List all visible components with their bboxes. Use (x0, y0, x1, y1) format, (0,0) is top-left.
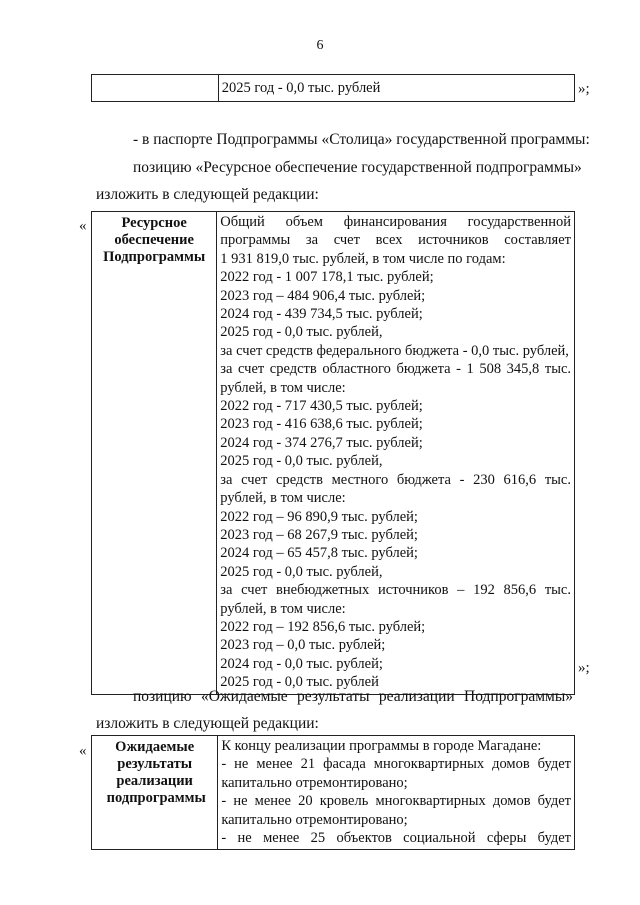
content-line: 1 931 819,0 тыс. рублей, в том числе по годам: (220, 250, 506, 267)
content-line: 2023 год - 416 638,6 тыс. рублей; (220, 416, 423, 433)
opening-quote: « (79, 218, 87, 234)
content-line: 2024 год - 374 276,7 тыс. рублей; (220, 434, 423, 451)
paragraph-position-results: позицию «Ожидаемые результаты реализации Подпрограммы» (133, 688, 573, 705)
content-line: К концу реализации программы в городе Магадане: (221, 738, 542, 754)
content-line: рублей, в том числе: (220, 379, 346, 396)
content-line: 2022 год - 1 007 178,1 тыс. рублей; (220, 269, 434, 286)
label-cell-empty (92, 75, 219, 102)
content-line: - не менее 20 кровель многоквартирных домов будет (221, 793, 571, 810)
paragraph-instruction: изложить в следующей редакции: (96, 186, 319, 203)
content-line: рублей, в том числе: (220, 490, 346, 507)
content-line: программы за счет всех источников составляет (220, 232, 571, 249)
content-cell-resource (217, 212, 575, 695)
content-line: 2023 год – 0,0 тыс. рублей; (220, 637, 386, 654)
closing-quote: »; (578, 81, 590, 97)
table-resource-provision (91, 211, 575, 695)
content-line: 2024 год - 439 734,5 тыс. рублей; (220, 306, 423, 323)
content-line: за счет средств местного бюджета - 230 616,6 тыс. (220, 471, 571, 488)
content-line: 2025 год - 0,0 тыс. рублей, (220, 324, 383, 341)
content-line: 2025 год - 0,0 тыс. рублей (221, 80, 381, 96)
opening-quote: « (79, 743, 87, 759)
content-line: за счет внебюджетных источников – 192 856,6 тыс. (220, 582, 571, 599)
content-lines (218, 737, 574, 847)
label-resource: Ресурсное обеспечение Подпрограммы (103, 215, 206, 265)
paragraph-instruction-2: изложить в следующей редакции: (96, 715, 319, 732)
content-line: - не менее 25 объектов социальной сферы будет (221, 830, 571, 847)
table-expected-results (91, 735, 575, 850)
content-line: капитально отремонтировано; (221, 774, 408, 791)
page-number: 6 (316, 38, 324, 53)
content-line: 2022 год – 192 856,6 тыс. рублей; (220, 618, 426, 635)
content-line: за счет средств областного бюджета - 1 508 345,8 тыс. (220, 361, 571, 378)
paragraph-passport: - в паспорте Подпрограммы «Столица» государственной программы: (133, 131, 590, 148)
content-lines (217, 213, 574, 692)
content-line: - не менее 21 фасада многоквартирных домов будет (221, 756, 571, 773)
content-line: 2022 год – 96 890,9 тыс. рублей; (220, 508, 418, 525)
content-line: за счет средств федерального бюджета - 0,0 тыс. рублей, (220, 342, 569, 359)
table-continuation (91, 74, 575, 102)
content-line: рублей, в том числе: (220, 600, 346, 617)
content-line: 2024 год - 0,0 тыс. рублей; (220, 655, 383, 672)
content-line: 2023 год – 68 267,9 тыс. рублей; (220, 526, 418, 543)
label-cell-resource (92, 212, 217, 695)
content-line: 2025 год - 0,0 тыс. рублей (220, 674, 379, 691)
content-cell (218, 75, 574, 102)
content-line: 2022 год - 717 430,5 тыс. рублей; (220, 398, 423, 415)
content-line: капитально отремонтировано; (221, 811, 408, 828)
content-line: 2025 год - 0,0 тыс. рублей, (220, 563, 383, 580)
content-line: Общий объем финансирования государственной (220, 214, 571, 230)
paragraph-position: позицию «Ресурсное обеспечение государственной подпрограммы» (133, 159, 582, 176)
closing-quote: »; (578, 660, 590, 676)
content-line: 2024 год – 65 457,8 тыс. рублей; (220, 545, 418, 562)
content-cell-results (218, 736, 575, 850)
content-line: 2025 год - 0,0 тыс. рублей, (220, 453, 383, 470)
content-line: 2023 год – 484 906,4 тыс. рублей; (220, 287, 426, 304)
label-results: Ожидаемые результаты реализации подпрограммы (106, 739, 206, 806)
label-cell-results (92, 736, 218, 850)
